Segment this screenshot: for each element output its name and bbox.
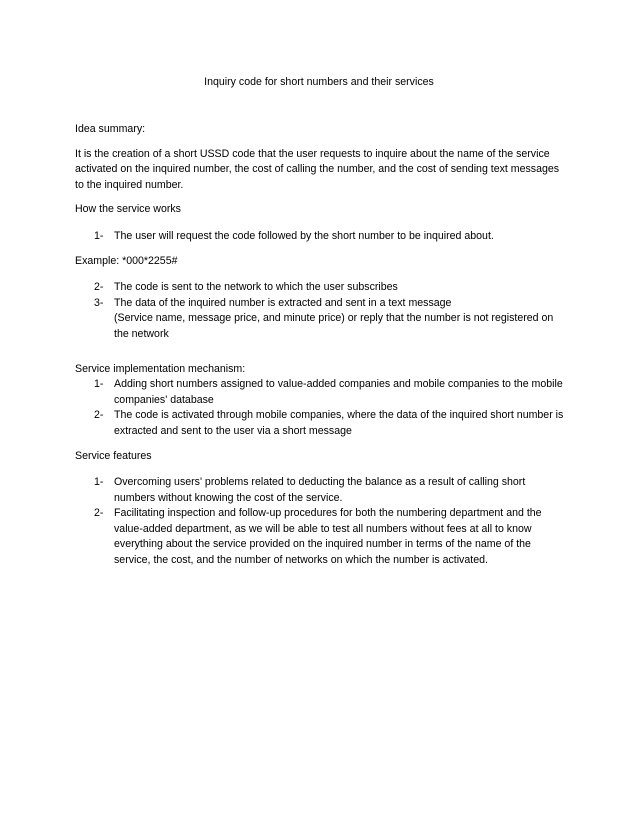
features-heading: Service features <box>75 449 152 462</box>
mechanism-heading: Service implementation mechanism: <box>75 362 246 375</box>
list-number: 2- <box>94 507 104 520</box>
list-text: Facilitating inspection and follow-up procedures for both the numbering department and the value-added department, as we will be able to test all numbers without fees at all to know everything about the service provided on the inquired number in terms of the name of the service, the cost, and the number of networks on which the number is activated. <box>114 507 542 567</box>
idea-text: It is the creation of a short USSD code that the user requests to inquire about the name of the service activated on the inquired number, the cost of calling the number, and the cost of sending text messages to the inquired number. <box>75 147 560 191</box>
list-text-block <box>114 296 565 343</box>
list-item <box>94 408 565 439</box>
list-item <box>94 475 565 506</box>
list-number: 2- <box>94 409 104 422</box>
list-text: Adding short numbers assigned to value-added companies and mobile companies to the mobile companies' database <box>114 378 563 406</box>
list-number: 1- <box>94 378 104 391</box>
document-body <box>75 122 565 569</box>
list-number: 2- <box>94 281 104 294</box>
example-text: Example: *000*2255# <box>75 254 178 267</box>
how-heading: How the service works <box>75 203 181 216</box>
list-text: The data of the inquired number is extracted and sent in a text message <box>114 296 452 309</box>
list-text: The code is sent to the network to which the user subscribes <box>114 281 398 294</box>
list-item <box>94 296 565 343</box>
document-title: Inquiry code for short numbers and their services <box>204 76 434 88</box>
list-text-continued: (Service name, message price, and minute price) or reply that the number is not registered on the network <box>114 312 554 340</box>
list-text: The code is activated through mobile companies, where the data of the inquired short number is extracted and sent to the user via a short message <box>114 409 564 437</box>
list-text: Overcoming users' problems related to deducting the balance as a result of calling short numbers without knowing the cost of the service. <box>114 476 526 504</box>
list-item <box>94 229 565 245</box>
list-item <box>94 377 565 408</box>
list-item <box>94 280 565 296</box>
list-number: 3- <box>94 296 104 309</box>
list-text: The user will request the code followed by the short number to be inquired about. <box>114 229 494 242</box>
list-number: 1- <box>94 229 104 242</box>
list-item <box>94 506 565 568</box>
idea-heading: Idea summary: <box>75 123 146 135</box>
list-number: 1- <box>94 476 104 489</box>
